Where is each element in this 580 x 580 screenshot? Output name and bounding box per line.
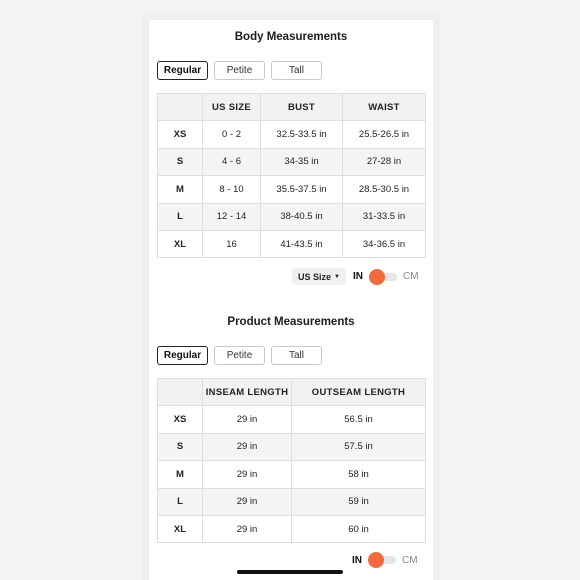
waist-cell: 34-36.5 in: [343, 230, 426, 257]
table-row: [158, 515, 426, 542]
size-cell: XL: [158, 230, 203, 257]
column-header: [158, 379, 203, 406]
outseam-cell: 56.5 in: [292, 406, 426, 433]
size-guide-card: [149, 20, 433, 580]
bust-cell: 41-43.5 in: [261, 230, 343, 257]
product-unit-controls: [352, 553, 418, 567]
toggle-knob: [369, 269, 385, 285]
size-cell: M: [158, 461, 203, 488]
body-measurements-title: Body Measurements: [234, 31, 348, 43]
tab-tall[interactable]: Tall: [271, 61, 322, 80]
size-system-value: US Size: [298, 271, 332, 282]
body-unit-controls: [292, 268, 419, 285]
table-row: [158, 203, 426, 230]
us-size-cell: 8 - 10: [203, 176, 261, 203]
inseam-cell: 29 in: [203, 515, 292, 542]
unit-label-cm: CM: [403, 271, 419, 282]
outseam-cell: 58 in: [292, 461, 426, 488]
bust-cell: 38-40.5 in: [261, 203, 343, 230]
us-size-cell: 12 - 14: [203, 203, 261, 230]
table-row: [158, 121, 426, 148]
bust-cell: 32.5-33.5 in: [261, 121, 343, 148]
table-row: [158, 148, 426, 175]
size-cell: XL: [158, 515, 203, 542]
unit-label-cm: CM: [402, 554, 418, 566]
table-header-row: [158, 94, 426, 121]
us-size-cell: 16: [203, 230, 261, 257]
unit-label-in: IN: [353, 271, 363, 282]
size-cell: S: [158, 433, 203, 460]
table-row: [158, 461, 426, 488]
size-cell: S: [158, 148, 203, 175]
unit-toggle[interactable]: [369, 270, 397, 284]
unit-label-in: IN: [352, 554, 362, 566]
size-system-dropdown[interactable]: [292, 268, 346, 285]
inseam-cell: 29 in: [203, 406, 292, 433]
column-header-waist: WAIST: [343, 94, 426, 121]
column-header-us-size: US SIZE: [203, 94, 261, 121]
waist-cell: 31-33.5 in: [343, 203, 426, 230]
inseam-cell: 29 in: [203, 461, 292, 488]
body-fit-tabs: [157, 61, 322, 80]
product-measurements-title: Product Measurements: [227, 316, 355, 328]
chevron-down-icon: ▼: [334, 273, 340, 280]
inseam-cell: 29 in: [203, 488, 292, 515]
product-fit-tabs: [157, 346, 322, 365]
column-header-bust: BUST: [261, 94, 343, 121]
table-row: [158, 406, 426, 433]
inseam-cell: 29 in: [203, 433, 292, 460]
waist-cell: 27-28 in: [343, 148, 426, 175]
waist-cell: 25.5-26.5 in: [343, 121, 426, 148]
table-row: [158, 488, 426, 515]
size-cell: XS: [158, 121, 203, 148]
bust-cell: 35.5-37.5 in: [261, 176, 343, 203]
column-header-inseam: INSEAM LENGTH: [203, 379, 292, 406]
outseam-cell: 57.5 in: [292, 433, 426, 460]
waist-cell: 28.5-30.5 in: [343, 176, 426, 203]
table-row: [158, 230, 426, 257]
home-indicator: [237, 570, 343, 574]
table-row: [158, 176, 426, 203]
tab-petite[interactable]: Petite: [214, 61, 265, 80]
tab-regular[interactable]: Regular: [157, 61, 208, 80]
tab-regular[interactable]: Regular: [157, 346, 208, 365]
unit-toggle[interactable]: [368, 553, 396, 567]
bust-cell: 34-35 in: [261, 148, 343, 175]
product-measurements-table: [157, 378, 426, 543]
column-header: [158, 94, 203, 121]
table-row: [158, 433, 426, 460]
size-cell: L: [158, 203, 203, 230]
tab-tall[interactable]: Tall: [271, 346, 322, 365]
size-cell: L: [158, 488, 203, 515]
outseam-cell: 59 in: [292, 488, 426, 515]
toggle-knob: [368, 552, 384, 568]
size-cell: XS: [158, 406, 203, 433]
us-size-cell: 4 - 6: [203, 148, 261, 175]
column-header-outseam: OUTSEAM LENGTH: [292, 379, 426, 406]
size-cell: M: [158, 176, 203, 203]
us-size-cell: 0 - 2: [203, 121, 261, 148]
table-header-row: [158, 379, 426, 406]
body-measurements-table: [157, 93, 426, 258]
tab-petite[interactable]: Petite: [214, 346, 265, 365]
outseam-cell: 60 in: [292, 515, 426, 542]
